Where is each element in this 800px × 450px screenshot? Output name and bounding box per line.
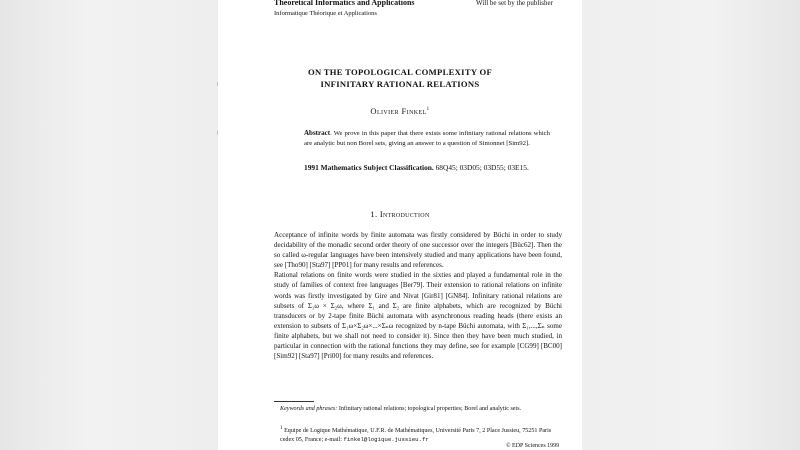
section-heading — [218, 209, 582, 219]
title-line-1: ON THE TOPOLOGICAL COMPLEXITY OF — [307, 67, 493, 77]
section-number: 1. — [370, 209, 380, 219]
author — [218, 106, 582, 116]
section-title: Introduction — [379, 209, 430, 219]
affiliation-text: Equipe de Logique Mathématique, U.F.R. de Mathématiques, Université Paris 7, 2 Place Jussieu, 75251 Paris cedex 05, France; e-mail: — [280, 428, 552, 443]
paper-title — [218, 66, 582, 90]
affiliation-mark: 1 — [280, 425, 283, 431]
paragraph-1: Acceptance of infinite words by finite automata was firstly considered by Büchi in order to study decidability of the monadic second order theory of one successor over the integers [Büc62]. Then the so called ω-regular languages have been intensively studied and many applications have been found, see [Tho90] [Sta97] [PP01] for many results and references. — [274, 231, 562, 270]
background-left — [0, 0, 218, 450]
keywords-text: Infinitary rational relations; topological properties; Borel and analytic sets. — [337, 406, 522, 412]
abstract-text: . We prove in this paper that there exists some infinitary rational relations which are analytic but non Borel sets, giving an answer to a question of Simonnet [Sim92]. — [304, 130, 550, 147]
journal-title: Theoretical Informatics and Applications — [274, 0, 415, 7]
copyright: © EDP Sciences 1999 — [506, 443, 560, 449]
affiliation-footnote — [280, 424, 562, 444]
body-text — [274, 230, 562, 361]
publisher-note: Will be set by the publisher — [476, 0, 553, 7]
paragraph-2: Rational relations on finite words were studied in the sixties and played a fundamental role in the study of families of context free languages [Ber79]. Their extension to rational relations on infinite words was firstly investigated by Gire and Nivat [Gir81] [GN84]. Infinitary rational relations are subsets of Σ₁ω × Σ₂ω, where Σ₁ and Σ₂ are finite alphabets, which are recognized by Büchi transducers or by 2-tape finite Büchi automata with asynchronous reading heads (there exists an extension to subsets of Σ₁ω×Σ₂ω×...×Σₙω recognized by n-tape Büchi automata, with Σ₁,...,Σₙ some finite alphabets, but we shall not need to consider it). Since then they have been much studied, in particular in connection with the rational functions they may define, see for example [CG99] [BC00] [Sim92] [Sta97] [Pri00] for many results and references. — [274, 271, 562, 361]
author-email[interactable]: finkel@logique.jussieu.fr — [343, 435, 429, 443]
author-name: Olivier Finkel — [370, 106, 427, 116]
title-line-2: INFINITARY RATIONAL RELATIONS — [320, 79, 480, 89]
keywords-label: Keywords and phrases: — [280, 406, 338, 412]
footnote-rule — [274, 401, 314, 402]
journal-subtitle: Informatique Théorique et Applications — [274, 10, 377, 17]
msc-label: 1991 Mathematics Subject Classification. — [304, 163, 434, 172]
background-right — [582, 0, 800, 450]
abstract-label: Abstract — [304, 129, 331, 137]
paper-page — [218, 0, 582, 450]
abstract — [304, 129, 550, 148]
keywords-footnote — [280, 405, 562, 414]
msc-codes: 68Q45; 03D05; 03D55; 03E15. — [435, 163, 529, 172]
author-footnote-mark: 1 — [426, 107, 430, 113]
msc-classification — [304, 163, 582, 172]
